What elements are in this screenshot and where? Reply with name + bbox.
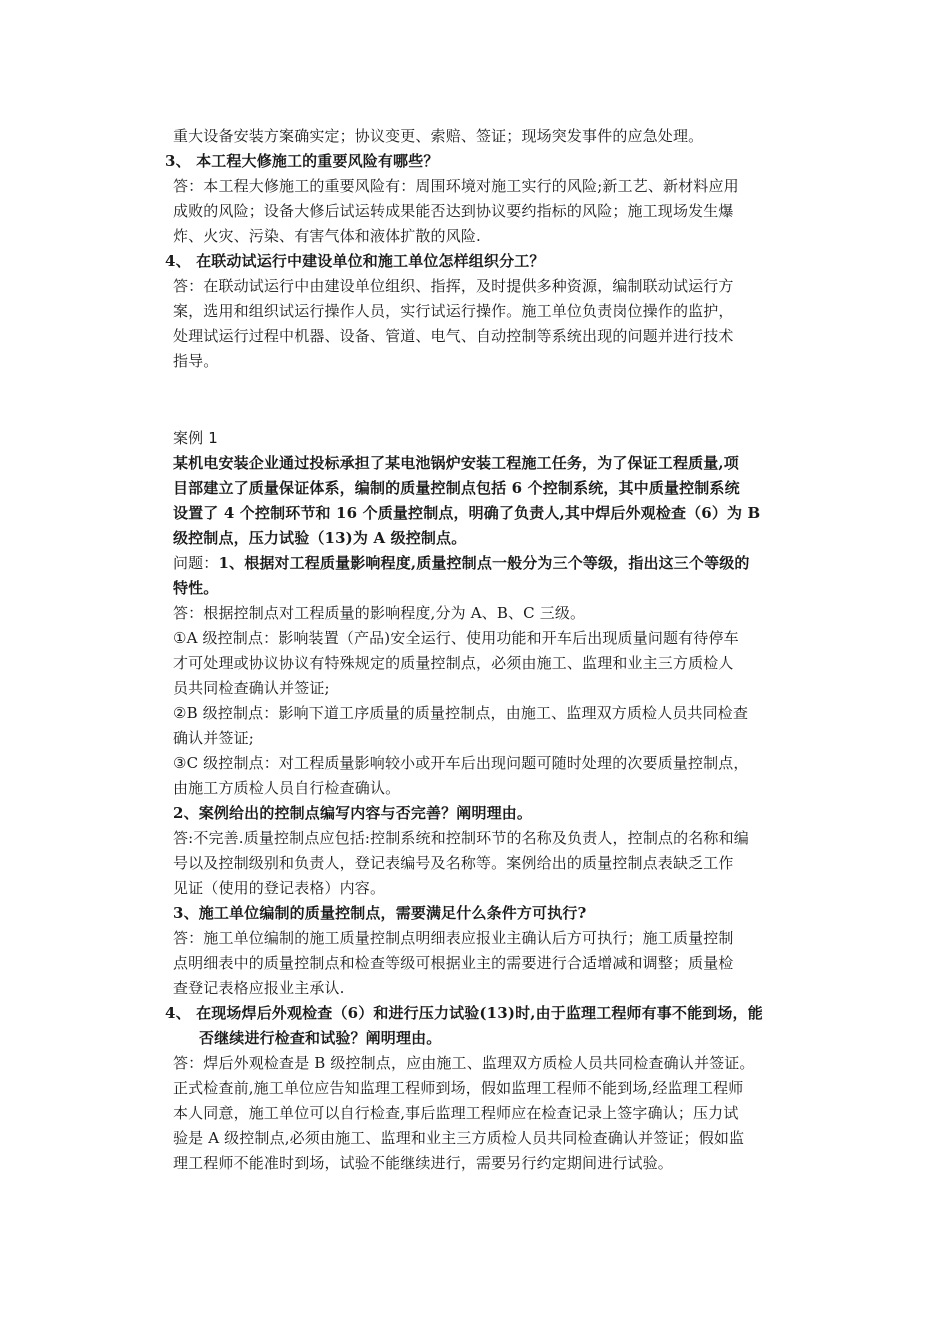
case-question-4: 4、 在现场焊后外观检查（6）和进行压力试验(13)时,由于监理工程师有事不能到场，能	[165, 1004, 763, 1022]
answer-3-line-3: 炸、火灾、污染、有害气体和液体扩散的风险.	[173, 227, 481, 245]
case-statement-line-3: 设置了 4 个控制环节和 16 个质量控制点，明确了负责人,其中焊后外观检查（6）为 B	[173, 504, 761, 522]
case-question-1-line-2: 特性。	[173, 579, 219, 597]
case-title: 案例 1	[173, 429, 218, 447]
case-answer-2-line-2: 号以及控制级别和负责人，登记表编号及名称等。案例给出的质量控制点表缺乏工作	[173, 854, 734, 872]
answer-3-line-2: 成败的风险；设备大修后试运转成果能否达到协议要约指标的风险；施工现场发生爆	[173, 202, 734, 220]
case-answer-3-line-2: 点明细表中的质量控制点和检查等级可根据业主的需要进行合适增减和调整；质量检	[173, 954, 734, 972]
case-statement-line-1: 某机电安装企业通过投标承担了某电池锅炉安装工程施工任务，为了保证工程质量,项	[173, 454, 739, 472]
case-answer-2-line-1: 答:不完善.质量控制点应包括:控制系统和控制环节的名称及负责人，控制点的名称和编	[173, 829, 749, 847]
case-question-1	[173, 551, 813, 576]
case-statement-line-2: 目部建立了质量保证体系，编制的质量控制点包括 6 个控制系统，其中质量控制系统	[173, 479, 740, 497]
case-answer-4-line-5: 理工程师不能准时到场，试验不能继续进行，需要另行约定期间进行试验。	[173, 1154, 673, 1172]
case-question-2: 2、案例给出的控制点编写内容与否完善？阐明理由。	[173, 804, 533, 822]
case-answer-3-line-3: 查登记表格应报业主承认.	[173, 979, 345, 997]
case-answer-1-line-1: 答：根据控制点对工程质量的影响程度,分为 A、B、C 三级。	[173, 604, 586, 622]
case-answer-4-line-2: 正式检查前,施工单位应告知监理工程师到场，假如监理工程师不能到场,经监理工程师	[173, 1079, 744, 1097]
case-statement-line-4: 级控制点，压力试验（13)为 A 级控制点。	[173, 529, 467, 547]
section-spacer	[173, 374, 813, 426]
case-answer-2-line-3: 见证（使用的登记表格）内容。	[173, 879, 386, 897]
answer-4-line-1: 答：在联动试运行中由建设单位组织、指挥，及时提供多种资源，编制联动试运行方	[173, 277, 734, 295]
case-answer-1-line-8: 由施工方质检人员自行检查确认。	[173, 779, 401, 797]
question-3: 3、 本工程大修施工的重要风险有哪些？	[165, 152, 439, 170]
case-answer-4-line-4: 验是 A 级控制点,必须由施工、监理和业主三方质检人员共同检查确认并签证；假如监	[173, 1129, 745, 1147]
case-question-3: 3、施工单位编制的质量控制点，需要满足什么条件方可执行?	[173, 904, 587, 922]
case-question-1-text: 1、根据对工程质量影响程度,质量控制点一般分为三个等级，指出这三个等级的	[218, 554, 750, 572]
case-answer-1-line-6: 确认并签证;	[173, 729, 254, 747]
case-answer-4-line-3: 本人同意，施工单位可以自行检查,事后监理工程师应在检查记录上签字确认；压力试	[173, 1104, 739, 1122]
case-answer-1-line-4: 员共同检查确认并签证;	[173, 679, 330, 697]
answer-4-line-2: 案，选用和组织试运行操作人员，实行试运行操作。施工单位负责岗位操作的监护，	[173, 302, 734, 320]
case-answer-1-line-7: ③C 级控制点：对工程质量影响较小或开车后出现问题可随时处理的次要质量控制点，	[173, 754, 749, 772]
document-body	[165, 124, 813, 1176]
answer-4-line-4: 指导。	[173, 352, 219, 370]
case-question-4-line-2: 否继续进行检查和试验？阐明理由。	[199, 1029, 442, 1047]
intro-line: 重大设备安装方案确实定；协议变更、索赔、签证；现场突发事件的应急处理。	[173, 127, 704, 145]
answer-3-line-1: 答：本工程大修施工的重要风险有：周围环境对施工实行的风险;新工艺、新材料应用	[173, 177, 739, 195]
question-4: 4、 在联动试运行中建设单位和施工单位怎样组织分工？	[165, 252, 545, 270]
case-answer-1-line-5: ②B 级控制点：影响下道工序质量的质量控制点，由施工、监理双方质检人员共同检查	[173, 704, 749, 722]
case-answer-4-line-1: 答：焊后外观检查是 B 级控制点，应由施工、监理双方质检人员共同检查确认并签证。	[173, 1054, 755, 1072]
answer-4-line-3: 处理试运行过程中机器、设备、管道、电气、自动控制等系统出现的问题并进行技术	[173, 327, 734, 345]
case-answer-1-line-3: 才可处理或协议协议有特殊规定的质量控制点，必须由施工、监理和业主三方质检人	[173, 654, 734, 672]
question-prefix: 问题：	[173, 554, 219, 572]
case-answer-1-line-2: ①A 级控制点：影响装置（产品)安全运行、使用功能和开车后出现质量问题有待停车	[173, 629, 739, 647]
case-answer-3-line-1: 答：施工单位编制的施工质量控制点明细表应报业主确认后方可执行；施工质量控制	[173, 929, 734, 947]
